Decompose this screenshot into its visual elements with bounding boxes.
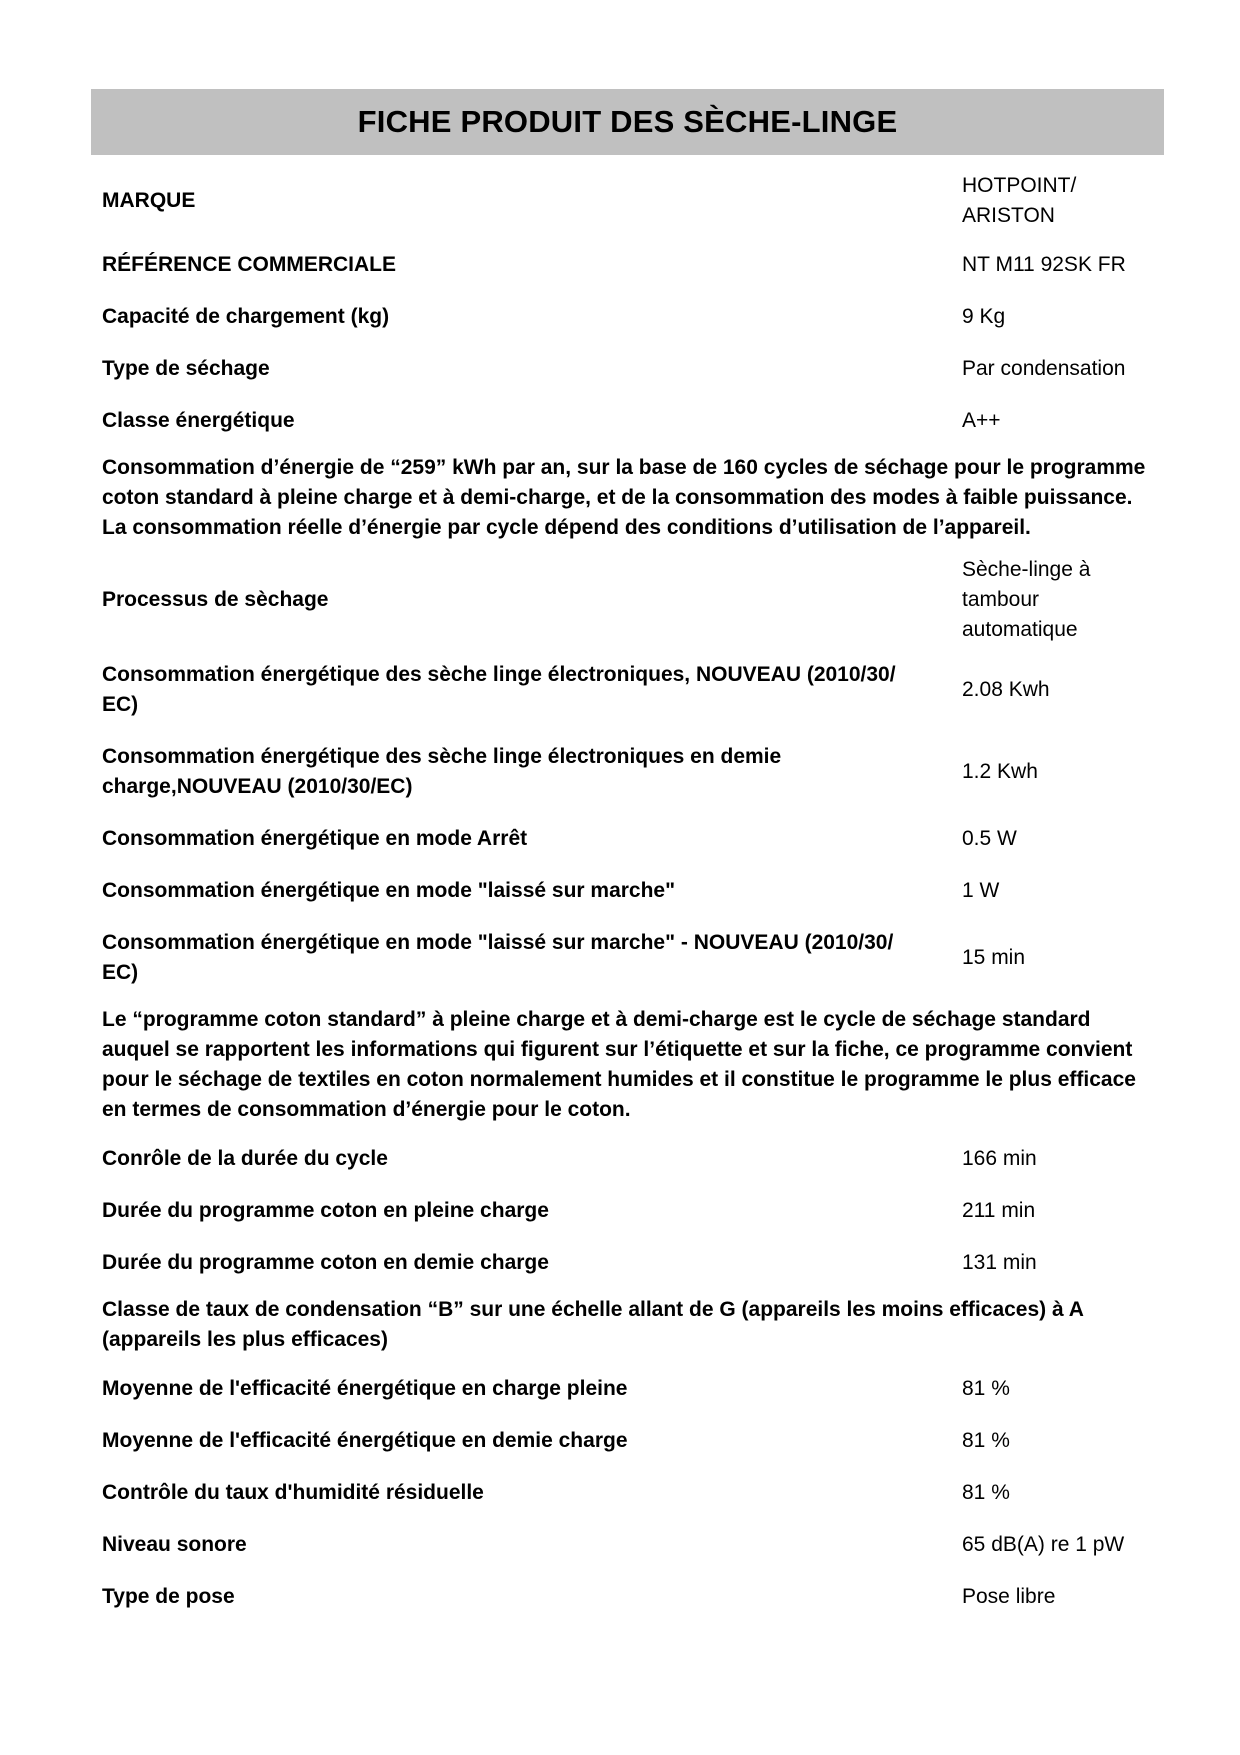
spec-label: Moyenne de l'efficacité énergétique en demie charge	[102, 1429, 628, 1452]
spec-row-brand	[102, 163, 1153, 239]
spec-row-noise-level	[102, 1519, 1153, 1571]
spec-label: Consommation énergétique en mode "laissé sur marche" - NOUVEAU (2010/30/ EC)	[102, 931, 894, 984]
spec-label: Durée du programme coton en demie charge	[102, 1251, 549, 1274]
spec-value: 81 %	[962, 1429, 1010, 1452]
standard-program-note: Le “programme coton standard” à pleine charge et à demi-charge est le cycle de séchage standard auquel se rapportent les informations qui figurent sur l’étiquette et sur la fiche, ce programme convient pour le séchage de textiles en coton normalement humides et il constitue le programme le plus efficace en termes de consommation d’énergie pour le coton.	[102, 1008, 1136, 1121]
spec-label: MARQUE	[102, 189, 196, 212]
spec-value: Pose libre	[962, 1585, 1056, 1608]
spec-row-half-load-consumption	[102, 731, 1153, 813]
spec-value: 9 Kg	[962, 305, 1006, 328]
spec-table	[91, 155, 1164, 1623]
spec-row-half-load-duration	[102, 1237, 1153, 1289]
spec-value: Par condensation	[962, 357, 1126, 380]
spec-label: Type de séchage	[102, 357, 270, 380]
spec-label: Contrôle du taux d'humidité résiduelle	[102, 1481, 484, 1504]
spec-value: 2.08 Kwh	[962, 678, 1050, 701]
spec-label: Niveau sonore	[102, 1533, 247, 1556]
spec-label: Moyenne de l'efficacité énergétique en charge pleine	[102, 1377, 628, 1400]
spec-row-installation-type	[102, 1571, 1153, 1623]
spec-value: 166 min	[962, 1147, 1037, 1170]
spec-label: Consommation énergétique des sèche linge électroniques en demie charge,NOUVEAU (2010/30/EC)	[102, 745, 782, 798]
spec-row-cycle-duration	[102, 1133, 1153, 1185]
spec-row-half-load-efficiency	[102, 1415, 1153, 1467]
spec-value: NT M11 92SK FR	[962, 253, 1126, 276]
spec-row-full-load-consumption	[102, 649, 1153, 731]
spec-value: 211 min	[962, 1199, 1036, 1222]
spec-value: A++	[962, 409, 1001, 432]
spec-value: 0.5 W	[962, 827, 1017, 850]
spec-row-energy-class	[102, 395, 1153, 447]
spec-row-drying-process	[102, 551, 1153, 649]
spec-label: Classe énergétique	[102, 409, 295, 432]
spec-label: Durée du programme coton en pleine charge	[102, 1199, 549, 1222]
spec-label: Conrôle de la durée du cycle	[102, 1147, 388, 1170]
spec-row-reference	[102, 239, 1153, 291]
spec-row-left-on-mode	[102, 865, 1153, 917]
spec-label: RÉFÉRENCE COMMERCIALE	[102, 253, 397, 276]
spec-value: HOTPOINT/ ARISTON	[962, 174, 1077, 227]
spec-label: Type de pose	[102, 1585, 235, 1608]
spec-label: Processus de sèchage	[102, 588, 329, 611]
spec-row-off-mode	[102, 813, 1153, 865]
spec-row-residual-humidity	[102, 1467, 1153, 1519]
spec-label: Capacité de chargement (kg)	[102, 305, 390, 328]
spec-value: 1 W	[962, 879, 1000, 902]
spec-value: 15 min	[962, 946, 1026, 969]
spec-value: 81 %	[962, 1481, 1010, 1504]
spec-value: 81 %	[962, 1377, 1010, 1400]
spec-label: Consommation énergétique en mode "laissé sur marche"	[102, 879, 676, 902]
condensation-class-note: Classe de taux de condensation “B” sur une échelle allant de G (appareils les moins efficaces) à A (appareils les plus efficaces)	[102, 1298, 1084, 1351]
spec-label: Consommation énergétique en mode Arrêt	[102, 827, 528, 850]
spec-value: 65 dB(A) re 1 pW	[962, 1533, 1125, 1556]
spec-value: 131 min	[962, 1251, 1037, 1274]
spec-label: Consommation énergétique des sèche linge électroniques, NOUVEAU (2010/30/ EC)	[102, 663, 896, 716]
title-bar	[91, 89, 1164, 155]
page-title: FICHE PRODUIT DES SÈCHE-LINGE	[357, 104, 898, 139]
spec-row-left-on-duration	[102, 917, 1153, 999]
spec-value: Sèche-linge à tambour automatique	[962, 558, 1091, 641]
product-sheet	[91, 89, 1164, 1623]
spec-value: 1.2 Kwh	[962, 760, 1038, 783]
spec-row-capacity	[102, 291, 1153, 343]
spec-row-drying-type	[102, 343, 1153, 395]
energy-consumption-note: Consommation d’énergie de “259” kWh par an, sur la base de 160 cycles de séchage pour le programme coton standard à pleine charge et à demi-charge, et de la consommation des modes à faible puissance. La consommation réelle d’énergie par cycle dépend des conditions d’utilisation de l’appareil.	[102, 456, 1146, 539]
spec-row-full-load-efficiency	[102, 1363, 1153, 1415]
spec-row-full-load-duration	[102, 1185, 1153, 1237]
